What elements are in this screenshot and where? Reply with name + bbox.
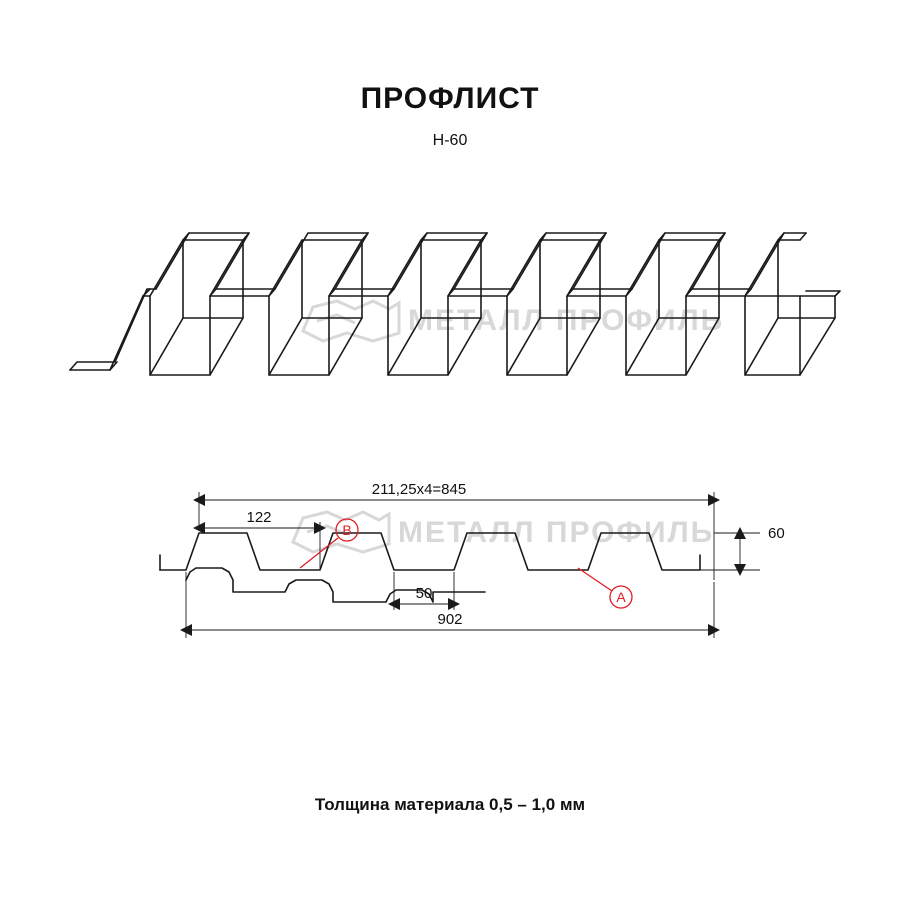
product-code: Н-60 — [432, 132, 468, 149]
watermark-text-section: МЕТАЛЛ ПРОФИЛЬ — [398, 516, 715, 549]
page-title: ПРОФЛИСТ — [360, 82, 540, 115]
callout-a-label: A — [616, 589, 626, 605]
watermark-section — [293, 512, 714, 552]
watermark-isometric — [303, 301, 724, 341]
callout-a — [578, 568, 632, 608]
dimension-label-crest-width: 122 — [246, 509, 272, 526]
section-view — [0, 460, 900, 720]
dimension-label-valley-width: 50 — [415, 585, 433, 602]
section-profile-outline — [186, 568, 485, 602]
watermark-text-isometric: МЕТАЛЛ ПРОФИЛЬ — [408, 304, 725, 337]
dimension-label-overall-width: 902 — [437, 611, 463, 628]
dimension-label-height: 60 — [768, 525, 785, 542]
material-thickness-note: Толщина материала 0,5 – 1,0 мм — [314, 795, 586, 814]
callout-b-label: B — [342, 522, 352, 538]
dimension-label-pitch-total: 211,25х4=845 — [371, 481, 467, 498]
